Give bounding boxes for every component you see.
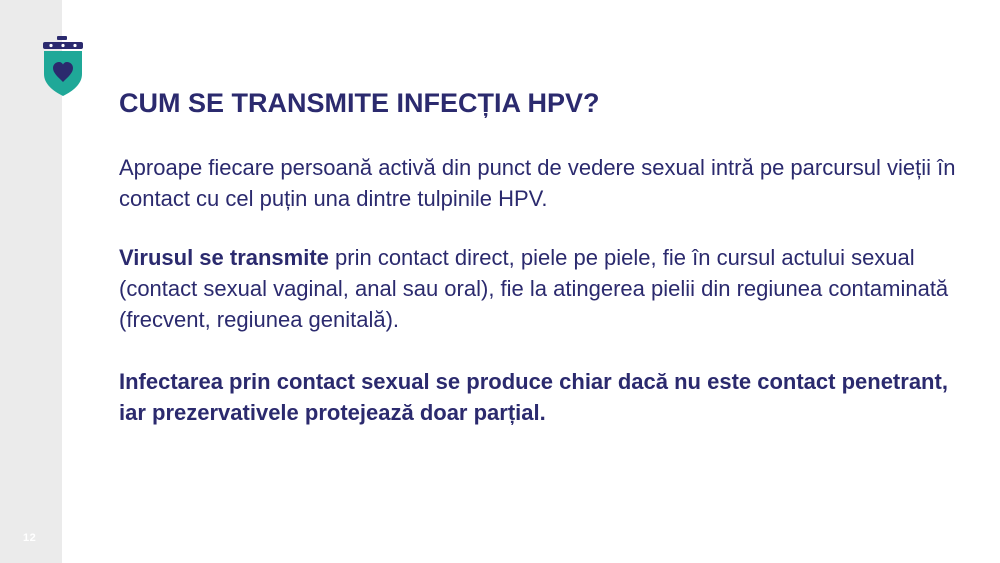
paragraph-transmission-text: prin contact direct, piele pe piele, fie în cursul actului sexual (contact sexual vaginal, anal sau oral), fie la atingerea pielii din regiunea contaminată (frecvent, regiunea genitală).: [119, 245, 949, 332]
paragraph-intro: Aproape fiecare persoană activă din punct de vedere sexual intră pe parcursul vieții în contact cu cel puțin una dintre tulpinile HPV.: [119, 155, 956, 211]
paragraph-transmission-emphasis: Virusul se transmite: [119, 245, 329, 270]
paragraph-warning: Infectarea prin contact sexual se produce chiar dacă nu este contact penetrant, iar prezervativele protejează doar parțial.: [119, 369, 948, 425]
paragraph-transmission: [119, 242, 969, 335]
page-number: 12: [23, 532, 37, 544]
shield-heart-logo-icon: [40, 36, 86, 98]
slide-title: CUM SE TRANSMITE INFECȚIA HPV?: [119, 88, 600, 118]
